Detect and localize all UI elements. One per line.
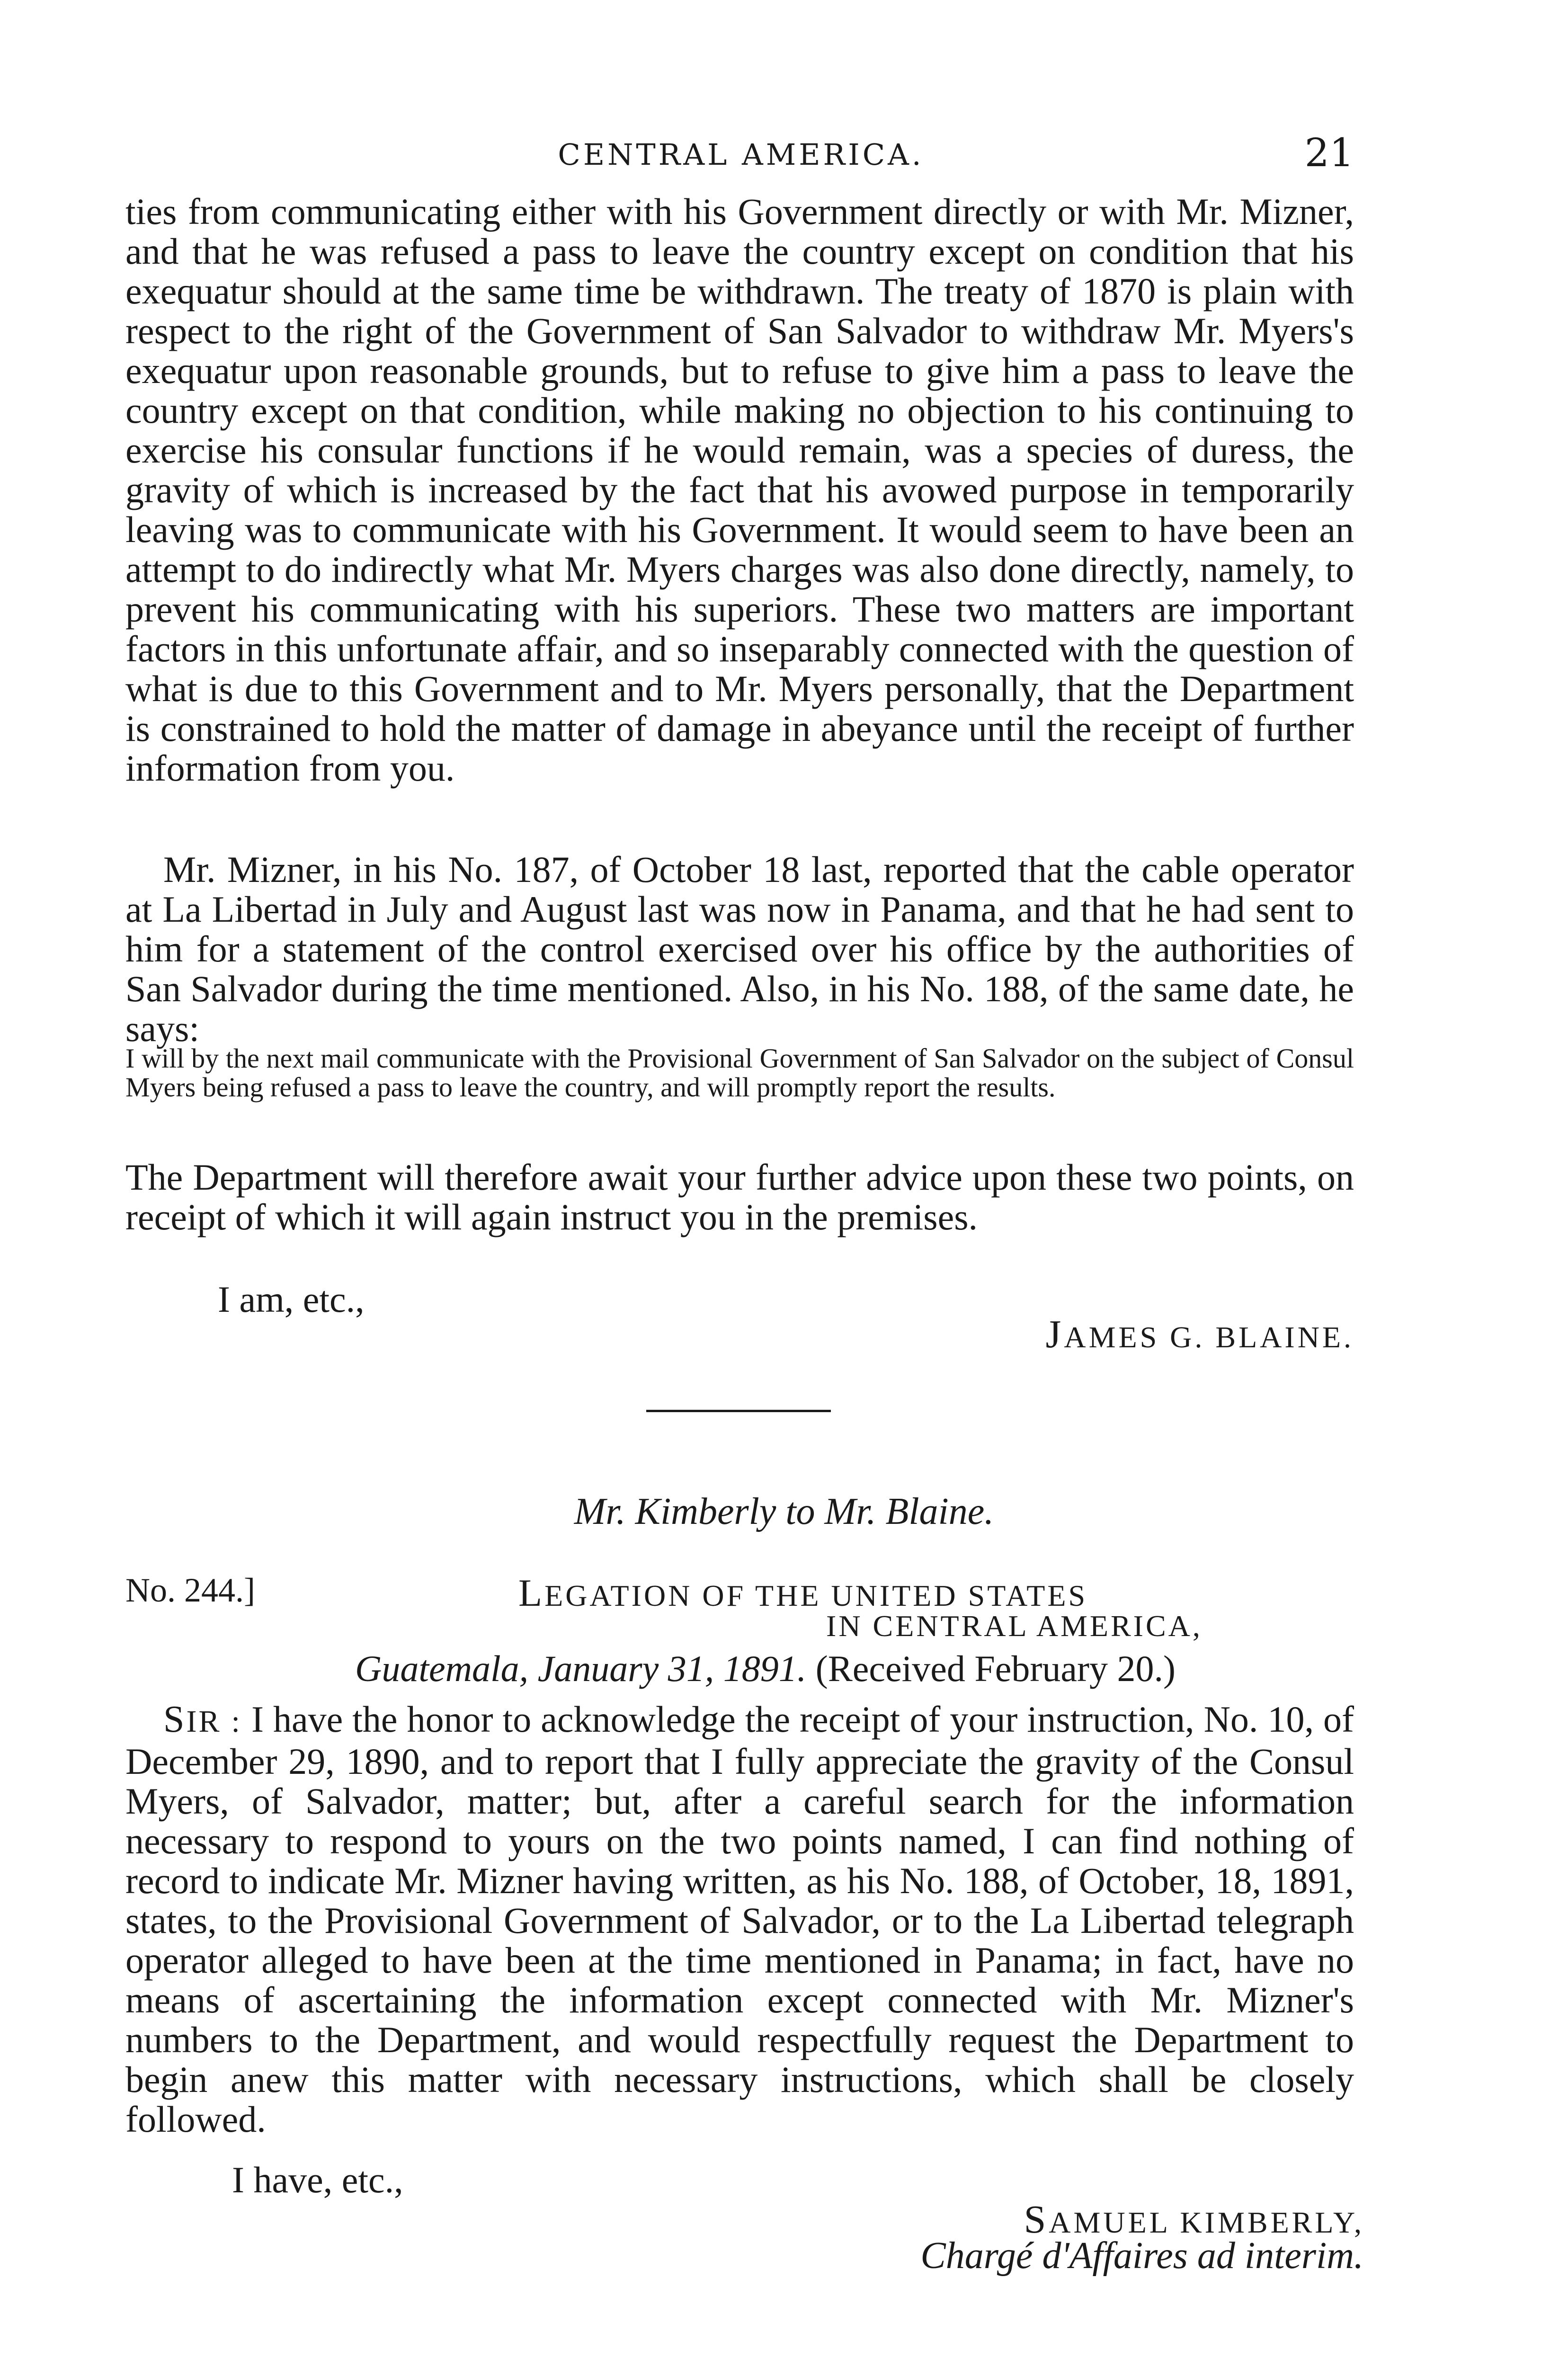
page-number: 21 bbox=[1304, 131, 1354, 176]
signature-initial: S bbox=[1024, 2198, 1049, 2242]
letter1-paragraph-1 bbox=[125, 192, 1354, 788]
paragraph-text: Mr. Mizner, in his No. 187, of October 18 last, reported that the cable operator at La Libertad in July and August last was now in Panama, and that he had sent to him for a statement of the control exercised over his office by the authorities of San Salvador during the time mentioned. Also, in his No. 188, of the same date, he says: bbox=[125, 849, 1354, 1049]
letter1-signature bbox=[1046, 1311, 1354, 1357]
letter2-closing: I have, etc., bbox=[232, 2159, 403, 2200]
paragraph-text: ties from communicating either with his Government directly or with Mr. Mizner, and that he was refused a pass to leave the country except on condition that his exequatur should at the same time be withdrawn. The treaty of 1870 is plain with respect to the right of the Government of San Salvador to withdraw Mr. Myers's exequatur upon reasonable grounds, but to refuse to give him a pass to leave the country except on that condition, while making no objection to his continuing to exercise his consular functions if he would remain, was a species of duress, the gravity of which is increased by the fact that his avowed purpose in temporarily leaving was to communicate with his Government. It would seem to have been an attempt to do indirectly what Mr. Myers charges was also done directly, namely, to prevent his communicating with his superiors. These two matters are important factors in this unfortunate affair, and so inseparably connected with the question of what is due to this Government and to Mr. Myers personally, that the Department is constrained to hold the matter of damage in abeyance until the receipt of further information from you. bbox=[125, 191, 1354, 789]
received-date: (Received February 20.) bbox=[815, 1648, 1176, 1689]
legation-line-2: IN CENTRAL AMERICA, bbox=[826, 1609, 1203, 1643]
date-place: Guatemala, January 31, 1891. bbox=[355, 1648, 807, 1689]
dateline bbox=[355, 1647, 1176, 1690]
letter2-body-text: I have the honor to acknowledge the receipt of your instruction, No. 10, of December 29, 1890, and to report that I fully appreciate the gravity of the Consul Myers, of Salvador, matter; but, after a careful search for the information necessary to respond to yours on the two points named, I can find nothing of record to indicate Mr. Mizner having written, as his No. 188, of October, 18, 1891, states, to the Provisional Government of Salvador, or to the La Libertad telegraph operator alleged to have been at the time mentioned in Panama; in fact, have no means of ascertaining the information except connected with Mr. Mizner's numbers to the Department, and would respectfully request the Department to begin anew this matter with necessary instructions, which shall be closely followed. bbox=[125, 1699, 1354, 2140]
legation-initial: L bbox=[518, 1571, 545, 1614]
signature-rest: AMES G. BLAINE. bbox=[1064, 1320, 1354, 1354]
paragraph-text bbox=[125, 1700, 1354, 2139]
letter1-paragraph-2 bbox=[125, 850, 1354, 1049]
quoted-extract: I will by the next mail communicate with the Provisional Government of San Salvador on the subject of Consul Myers being refused a pass to leave the country, and will promptly report the results. bbox=[125, 1043, 1354, 1103]
letter1-closing: I am, etc., bbox=[218, 1279, 365, 1320]
salutation-initial: S bbox=[163, 1699, 187, 1740]
letter2-number: No. 244.] bbox=[125, 1571, 255, 1609]
letter2-title: Mr. Kimberly to Mr. Blaine. bbox=[574, 1491, 994, 1532]
legation-rest: EGATION OF THE UNITED STATES bbox=[544, 1579, 1088, 1612]
salutation bbox=[163, 1699, 242, 1740]
signature-rest: AMUEL KIMBERLY, bbox=[1049, 2206, 1364, 2239]
running-head: CENTRAL AMERICA. bbox=[558, 137, 924, 172]
paragraph-text: The Department will therefore await your further advice upon these two points, on receipt of which it will again instruct you in the premises. bbox=[125, 1157, 1354, 1237]
salutation-rest: IR : bbox=[186, 1704, 242, 1739]
signature-initial: J bbox=[1045, 1312, 1064, 1356]
signature-title: Chargé d'Affaires ad interim. bbox=[920, 2235, 1363, 2277]
section-divider bbox=[646, 1410, 831, 1412]
letter2-body bbox=[125, 1700, 1354, 2139]
page-header bbox=[128, 133, 1354, 180]
letter1-paragraph-3 bbox=[125, 1157, 1354, 1237]
